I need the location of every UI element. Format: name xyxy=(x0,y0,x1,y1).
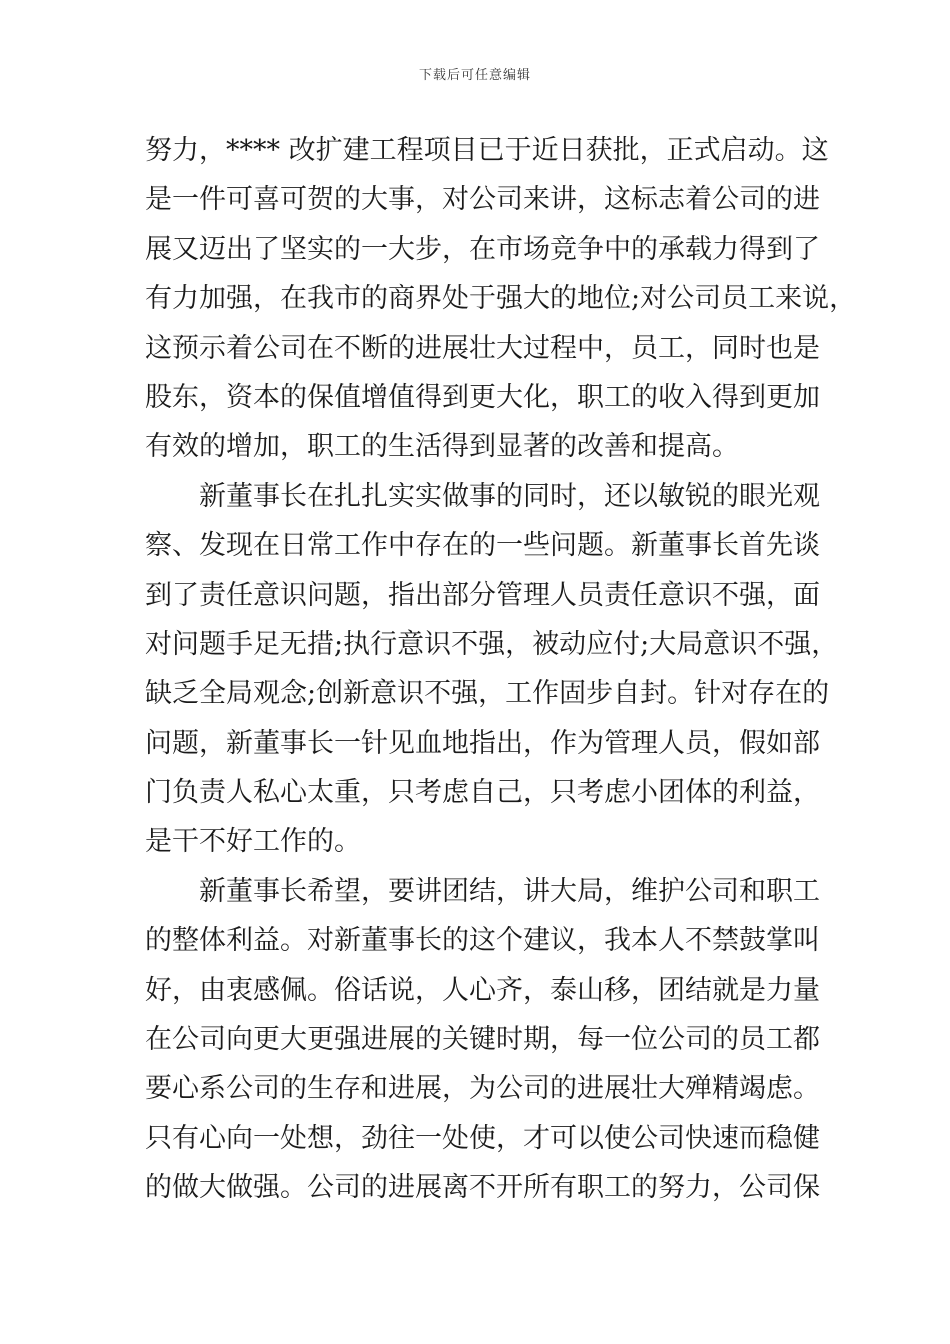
page-header: 下载后可任意编辑 xyxy=(418,68,531,83)
text-line: 到了责任意识问题，指出部分管理人员责任意识不强，面 xyxy=(145,579,820,611)
text-line: 问题，新董事长一针见血地指出，作为管理人员，假如部 xyxy=(145,727,820,759)
text-line: 股东，资本的保值增值得到更大化，职工的收入得到更加 xyxy=(145,381,820,413)
text-line: 门负责人私心太重，只考虑自己，只考虑小团体的利益， xyxy=(145,777,820,809)
text-line: 要心系公司的生存和进展，为公司的进展壮大殚精竭虑。 xyxy=(145,1073,820,1105)
text-line: 好，由衷感佩。俗话说，人心齐，泰山移，团结就是力量 xyxy=(145,974,820,1006)
text-line: 只有心向一处想，劲往一处使，才可以使公司快速而稳健 xyxy=(145,1122,820,1154)
text-line: 新董事长在扎扎实实做事的同时，还以敏锐的眼光观 xyxy=(199,480,820,512)
text-line: 在公司向更大更强进展的关键时期，每一位公司的员工都 xyxy=(145,1024,820,1056)
text-line: 有效的增加，职工的生活得到显著的改善和提高。 xyxy=(145,431,739,463)
text-line: 努力，**** 改扩建工程项目已于近日获批，正式启动。这 xyxy=(145,135,829,166)
text-line: 是一件可喜可贺的大事，对公司来讲，这标志着公司的进 xyxy=(145,184,820,216)
text-line: 的整体利益。对新董事长的这个建议，我本人不禁鼓掌叫 xyxy=(145,925,820,957)
text-line: 是干不好工作的。 xyxy=(145,826,361,858)
text-line: 缺乏全局观念;创新意识不强，工作固步自封。针对存在的 xyxy=(145,678,830,710)
document-body xyxy=(145,126,857,1213)
text-line: 新董事长希望，要讲团结，讲大局，维护公司和职工 xyxy=(199,875,820,907)
text-line: 展又迈出了坚实的一大步，在市场竞争中的承载力得到了 xyxy=(145,233,820,265)
text-line: 的做大做强。公司的进展离不开所有职工的努力，公司保 xyxy=(145,1172,820,1204)
text-line: 对问题手足无措;执行意识不强，被动应付;大局意识不强， xyxy=(145,628,839,660)
text-line: 察、发现在日常工作中存在的一些问题。新董事长首先谈 xyxy=(145,530,820,562)
text-line: 这预示着公司在不断的进展壮大过程中，员工，同时也是 xyxy=(145,332,820,364)
text-line: 有力加强，在我市的商界处于强大的地位;对公司员工来说， xyxy=(145,283,857,315)
